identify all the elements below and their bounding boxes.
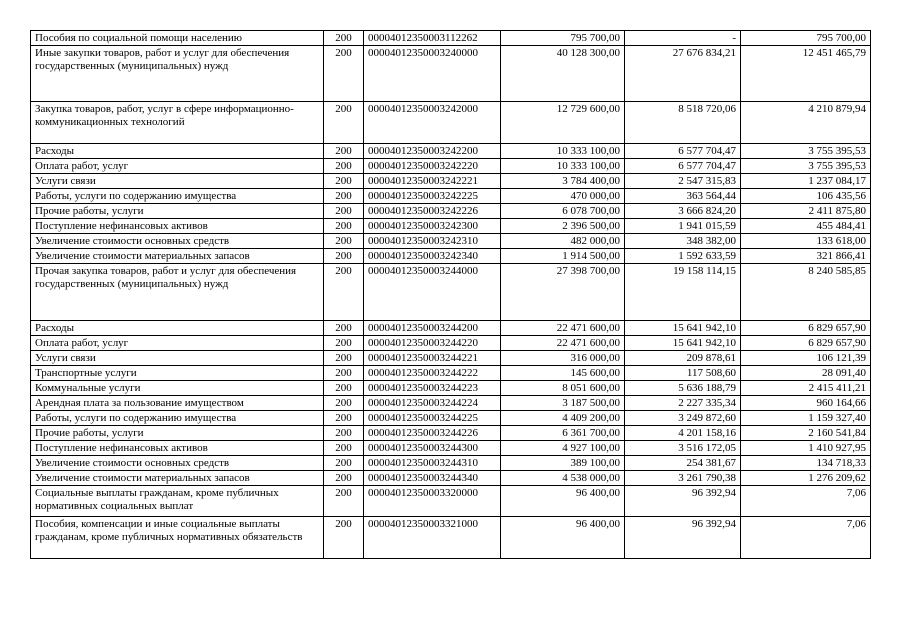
row-approved-amount: 316 000,00	[501, 351, 625, 366]
row-approved-amount: 795 700,00	[501, 31, 625, 46]
row-approved-amount: 470 000,00	[501, 189, 625, 204]
row-line-code: 200	[324, 204, 364, 219]
row-name: Коммунальные услуги	[31, 381, 324, 396]
row-executed-amount: 15 641 942,10	[625, 336, 741, 351]
row-unexecuted-amount: 7,06	[741, 517, 871, 559]
row-approved-amount: 4 927 100,00	[501, 441, 625, 456]
row-line-code: 200	[324, 321, 364, 336]
row-classification-code: 00004012350003244226	[364, 426, 501, 441]
row-unexecuted-amount: 3 755 395,53	[741, 144, 871, 159]
row-line-code: 200	[324, 517, 364, 559]
row-executed-amount: 117 508,60	[625, 366, 741, 381]
table-body	[31, 31, 871, 559]
row-approved-amount: 10 333 100,00	[501, 159, 625, 174]
row-unexecuted-amount: 106 121,39	[741, 351, 871, 366]
row-executed-amount: 3 666 824,20	[625, 204, 741, 219]
row-classification-code: 00004012350003112262	[364, 31, 501, 46]
row-line-code: 200	[324, 336, 364, 351]
row-line-code: 200	[324, 381, 364, 396]
row-classification-code: 00004012350003244221	[364, 351, 501, 366]
row-line-code: 200	[324, 102, 364, 144]
row-name: Пособия по социальной помощи населению	[31, 31, 324, 46]
table-row	[31, 159, 871, 174]
row-approved-amount: 27 398 700,00	[501, 264, 625, 321]
row-name: Закупка товаров, работ, услуг в сфере информационно-коммуникационных технологий	[31, 102, 324, 144]
row-line-code: 200	[324, 426, 364, 441]
row-classification-code: 00004012350003242200	[364, 144, 501, 159]
row-approved-amount: 1 914 500,00	[501, 249, 625, 264]
row-classification-code: 00004012350003244000	[364, 264, 501, 321]
row-name: Арендная плата за пользование имуществом	[31, 396, 324, 411]
row-classification-code: 00004012350003242340	[364, 249, 501, 264]
row-unexecuted-amount: 2 160 541,84	[741, 426, 871, 441]
table-row	[31, 264, 871, 321]
row-unexecuted-amount: 6 829 657,90	[741, 336, 871, 351]
row-name: Транспортные услуги	[31, 366, 324, 381]
table-row	[31, 366, 871, 381]
row-classification-code: 00004012350003242221	[364, 174, 501, 189]
table-row	[31, 426, 871, 441]
row-executed-amount: 19 158 114,15	[625, 264, 741, 321]
row-line-code: 200	[324, 31, 364, 46]
row-approved-amount: 3 784 400,00	[501, 174, 625, 189]
row-name: Услуги связи	[31, 174, 324, 189]
row-unexecuted-amount: 133 618,00	[741, 234, 871, 249]
row-executed-amount: 96 392,94	[625, 486, 741, 517]
row-line-code: 200	[324, 249, 364, 264]
row-classification-code: 00004012350003244300	[364, 441, 501, 456]
row-unexecuted-amount: 795 700,00	[741, 31, 871, 46]
table-row	[31, 441, 871, 456]
row-approved-amount: 6 078 700,00	[501, 204, 625, 219]
row-executed-amount: 96 392,94	[625, 517, 741, 559]
row-approved-amount: 10 333 100,00	[501, 144, 625, 159]
table-row	[31, 204, 871, 219]
row-name: Прочие работы, услуги	[31, 204, 324, 219]
table-row	[31, 351, 871, 366]
row-unexecuted-amount: 8 240 585,85	[741, 264, 871, 321]
row-name: Социальные выплаты гражданам, кроме публичных нормативных социальных выплат	[31, 486, 324, 517]
row-unexecuted-amount: 1 159 327,40	[741, 411, 871, 426]
row-classification-code: 00004012350003242000	[364, 102, 501, 144]
row-classification-code: 00004012350003244220	[364, 336, 501, 351]
row-name: Работы, услуги по содержанию имущества	[31, 189, 324, 204]
table-row	[31, 336, 871, 351]
row-name: Пособия, компенсации и иные социальные выплаты гражданам, кроме публичных нормативных обязательств	[31, 517, 324, 559]
row-classification-code: 00004012350003242300	[364, 219, 501, 234]
row-unexecuted-amount: 321 866,41	[741, 249, 871, 264]
row-classification-code: 00004012350003242225	[364, 189, 501, 204]
row-unexecuted-amount: 12 451 465,79	[741, 46, 871, 102]
row-executed-amount: -	[625, 31, 741, 46]
row-classification-code: 00004012350003321000	[364, 517, 501, 559]
table-row	[31, 411, 871, 426]
row-approved-amount: 2 396 500,00	[501, 219, 625, 234]
row-unexecuted-amount: 1 237 084,17	[741, 174, 871, 189]
row-line-code: 200	[324, 351, 364, 366]
row-approved-amount: 96 400,00	[501, 486, 625, 517]
row-classification-code: 00004012350003244222	[364, 366, 501, 381]
row-name: Увеличение стоимости основных средств	[31, 456, 324, 471]
row-executed-amount: 5 636 188,79	[625, 381, 741, 396]
row-classification-code: 00004012350003244225	[364, 411, 501, 426]
row-executed-amount: 3 261 790,38	[625, 471, 741, 486]
table-row	[31, 189, 871, 204]
row-executed-amount: 4 201 158,16	[625, 426, 741, 441]
row-name: Расходы	[31, 321, 324, 336]
row-unexecuted-amount: 2 411 875,80	[741, 204, 871, 219]
table-row	[31, 471, 871, 486]
row-name: Оплата работ, услуг	[31, 336, 324, 351]
row-approved-amount: 3 187 500,00	[501, 396, 625, 411]
row-executed-amount: 254 381,67	[625, 456, 741, 471]
row-name: Поступление нефинансовых активов	[31, 219, 324, 234]
table-row	[31, 456, 871, 471]
row-approved-amount: 22 471 600,00	[501, 321, 625, 336]
row-name: Прочие работы, услуги	[31, 426, 324, 441]
row-line-code: 200	[324, 456, 364, 471]
table-row	[31, 102, 871, 144]
row-unexecuted-amount: 7,06	[741, 486, 871, 517]
table-row	[31, 174, 871, 189]
row-classification-code: 00004012350003244200	[364, 321, 501, 336]
table-row	[31, 219, 871, 234]
row-approved-amount: 40 128 300,00	[501, 46, 625, 102]
row-line-code: 200	[324, 189, 364, 204]
table-row	[31, 144, 871, 159]
row-unexecuted-amount: 134 718,33	[741, 456, 871, 471]
table-row	[31, 46, 871, 102]
row-name: Поступление нефинансовых активов	[31, 441, 324, 456]
row-name: Увеличение стоимости материальных запасов	[31, 471, 324, 486]
row-unexecuted-amount: 960 164,66	[741, 396, 871, 411]
row-name: Работы, услуги по содержанию имущества	[31, 411, 324, 426]
row-unexecuted-amount: 3 755 395,53	[741, 159, 871, 174]
row-unexecuted-amount: 1 410 927,95	[741, 441, 871, 456]
row-approved-amount: 482 000,00	[501, 234, 625, 249]
row-executed-amount: 6 577 704,47	[625, 159, 741, 174]
row-unexecuted-amount: 28 091,40	[741, 366, 871, 381]
row-classification-code: 00004012350003244224	[364, 396, 501, 411]
row-name: Прочая закупка товаров, работ и услуг для обеспечения государственных (муниципальных) нужд	[31, 264, 324, 321]
row-line-code: 200	[324, 486, 364, 517]
row-classification-code: 00004012350003320000	[364, 486, 501, 517]
row-approved-amount: 389 100,00	[501, 456, 625, 471]
row-executed-amount: 27 676 834,21	[625, 46, 741, 102]
row-executed-amount: 1 592 633,59	[625, 249, 741, 264]
row-name: Расходы	[31, 144, 324, 159]
row-unexecuted-amount: 6 829 657,90	[741, 321, 871, 336]
row-executed-amount: 348 382,00	[625, 234, 741, 249]
table-row	[31, 381, 871, 396]
table-row	[31, 31, 871, 46]
row-unexecuted-amount: 4 210 879,94	[741, 102, 871, 144]
row-classification-code: 00004012350003244310	[364, 456, 501, 471]
row-executed-amount: 2 547 315,83	[625, 174, 741, 189]
row-line-code: 200	[324, 471, 364, 486]
row-line-code: 200	[324, 234, 364, 249]
row-approved-amount: 4 409 200,00	[501, 411, 625, 426]
row-approved-amount: 12 729 600,00	[501, 102, 625, 144]
row-line-code: 200	[324, 396, 364, 411]
table-row	[31, 486, 871, 517]
row-name: Увеличение стоимости основных средств	[31, 234, 324, 249]
row-line-code: 200	[324, 411, 364, 426]
budget-expenditure-table	[30, 30, 871, 559]
row-classification-code: 00004012350003242226	[364, 204, 501, 219]
row-line-code: 200	[324, 441, 364, 456]
row-line-code: 200	[324, 174, 364, 189]
row-name: Оплата работ, услуг	[31, 159, 324, 174]
row-classification-code: 00004012350003244340	[364, 471, 501, 486]
row-classification-code: 00004012350003242310	[364, 234, 501, 249]
row-approved-amount: 145 600,00	[501, 366, 625, 381]
row-name: Увеличение стоимости материальных запасов	[31, 249, 324, 264]
row-executed-amount: 8 518 720,06	[625, 102, 741, 144]
row-approved-amount: 96 400,00	[501, 517, 625, 559]
row-executed-amount: 1 941 015,59	[625, 219, 741, 234]
row-classification-code: 00004012350003242220	[364, 159, 501, 174]
row-unexecuted-amount: 455 484,41	[741, 219, 871, 234]
row-executed-amount: 3 516 172,05	[625, 441, 741, 456]
row-executed-amount: 2 227 335,34	[625, 396, 741, 411]
row-approved-amount: 22 471 600,00	[501, 336, 625, 351]
row-executed-amount: 209 878,61	[625, 351, 741, 366]
row-executed-amount: 6 577 704,47	[625, 144, 741, 159]
table-row	[31, 396, 871, 411]
table-row	[31, 517, 871, 559]
row-approved-amount: 4 538 000,00	[501, 471, 625, 486]
row-executed-amount: 3 249 872,60	[625, 411, 741, 426]
row-line-code: 200	[324, 46, 364, 102]
row-name: Иные закупки товаров, работ и услуг для обеспечения государственных (муниципальных) нужд	[31, 46, 324, 102]
row-classification-code: 00004012350003244223	[364, 381, 501, 396]
table-row	[31, 249, 871, 264]
row-executed-amount: 363 564,44	[625, 189, 741, 204]
row-unexecuted-amount: 1 276 209,62	[741, 471, 871, 486]
row-name: Услуги связи	[31, 351, 324, 366]
row-approved-amount: 8 051 600,00	[501, 381, 625, 396]
row-line-code: 200	[324, 159, 364, 174]
row-line-code: 200	[324, 366, 364, 381]
row-line-code: 200	[324, 144, 364, 159]
table-row	[31, 321, 871, 336]
row-unexecuted-amount: 2 415 411,21	[741, 381, 871, 396]
row-executed-amount: 15 641 942,10	[625, 321, 741, 336]
row-classification-code: 00004012350003240000	[364, 46, 501, 102]
row-approved-amount: 6 361 700,00	[501, 426, 625, 441]
row-unexecuted-amount: 106 435,56	[741, 189, 871, 204]
row-line-code: 200	[324, 219, 364, 234]
row-line-code: 200	[324, 264, 364, 321]
table-row	[31, 234, 871, 249]
